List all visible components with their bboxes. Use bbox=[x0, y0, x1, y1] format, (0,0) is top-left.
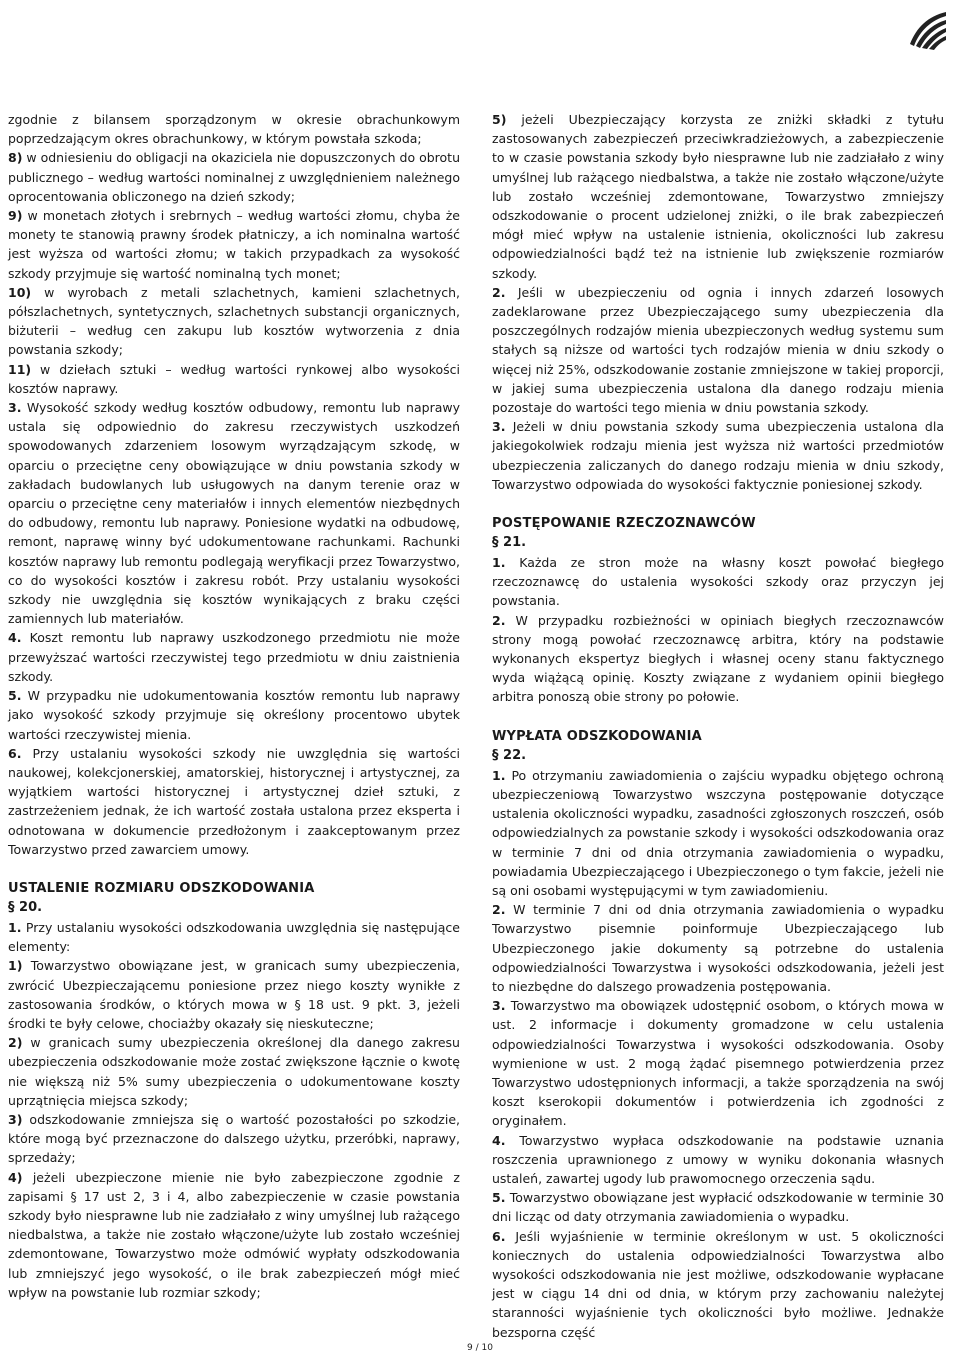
item-text: Towarzystwo wypłaca odszkodowanie na podstawie uznania roszczenia uprawnionego z umowy w wyniku dokonania własnych ustaleń, zawartej ugody lub prawomocnego orzeczenia sądu. bbox=[492, 1132, 944, 1186]
text-paragraph bbox=[492, 996, 944, 1130]
item-number: 3. bbox=[492, 419, 506, 435]
paragraph-number: § 20. bbox=[8, 899, 43, 915]
item-text: Towarzystwo obowiązane jest wypłacić odszkodowanie w terminie 30 dni licząc od daty otrzymania zawiadomienia o wypadku. bbox=[492, 1190, 944, 1225]
item-number: 5. bbox=[8, 688, 22, 704]
item-number: 4. bbox=[492, 1132, 506, 1148]
item-number: 11) bbox=[8, 361, 32, 377]
item-number: 4. bbox=[8, 630, 22, 646]
item-number: 3) bbox=[8, 1111, 23, 1127]
text-paragraph bbox=[492, 1227, 944, 1342]
right-column bbox=[492, 110, 944, 1342]
text-paragraph bbox=[492, 611, 944, 707]
item-number: 1. bbox=[492, 767, 506, 783]
item-number: 3. bbox=[492, 998, 506, 1014]
item-number: 3. bbox=[8, 400, 22, 416]
text-paragraph bbox=[8, 956, 460, 1033]
text-paragraph bbox=[8, 206, 460, 283]
item-text: Jeżeli w dniu powstania szkody suma ubezpieczenia ustalona dla jakiegokolwiek rodzaju mienia jest wyższa niż wartości przedmiotów ubezpieczenia zaliczanych do danego rodzaju mienia w dniu szkody, Towarzystwo odpowiada do wysokości faktycznie poniesionej szkody. bbox=[492, 419, 944, 492]
item-number: 1. bbox=[8, 919, 22, 935]
text-paragraph bbox=[8, 148, 460, 206]
item-text: jeżeli Ubezpieczający korzysta ze zniżki składki z tytułu zastosowanych zabezpieczeń przeciwkradzieżowych, a zabezpieczenie to w czasie powstania szkody było niesprawne lub nie zadziałało z winy umyślnej lub rażącego niedbalstwa, a także nie zostało włączone/użyte lub zostało wcześniej zdemontowane, Towarzystwo zmniejszy odszkodowanie o procent udzielonej zniżki, o ile brak zabezpieczeń mógł mieć wpływ na ustalenie istnienia, okoliczności lub zakresu odpowiedzialności bądź też na istnienie lub zwiększenie rozmiarów szkody. bbox=[492, 112, 944, 281]
text-paragraph bbox=[8, 628, 460, 686]
item-number: 2. bbox=[492, 284, 506, 300]
item-text: Po otrzymaniu zawiadomienia o zajściu wypadku objętego ochroną ubezpieczeniową Towarzystwo wszczyna postępowanie dotyczące ustalenia okoliczności wypadku, zasadności zgłoszonych roszczeń, osób odpowiedzialnych za powstanie szkody i wysokości odszkodowania oraz w terminie 7 dni od dnia otrzymania zawiadomienia o wypadku, powiadamia Ubezpieczającego i Ubezpieczonego o tym fakcie, jeżeli nie są oni osobami występującymi w tym zawiadomieniu. bbox=[492, 767, 944, 898]
item-number: 5. bbox=[492, 1190, 506, 1206]
item-text: Każda ze stron może na własny koszt powołać biegłego rzeczoznawcę do ustalenia wysokości szkody oraz przyczyn jej powstania. bbox=[492, 555, 944, 609]
item-number: 10) bbox=[8, 284, 32, 300]
item-number: 2) bbox=[8, 1035, 23, 1051]
text-paragraph bbox=[8, 1033, 460, 1110]
item-text: Wysokość szkody według kosztów odbudowy, remontu lub naprawy ustala się odpowiednio do zakresu rzeczywistych uszkodzeń spowodowanych zdarzeniem losowym wyrządzającym szkodę, w oparciu o przeciętne ceny obowiązujące w dniu powstania szkody w zakładach budowlanych lub usługowych na danym terenie oraz w oparciu o przeciętne ceny materiałów i innych elementów niezbędnych do odbudowy, remontu lub naprawy. Poniesione wydatki na odbudowę, remont, naprawę winny być udokumentowane rachunkami. Rachunki kosztów naprawy lub remontu podlegają weryfikacji przez Towarzystwo, co do wysokości kosztów i zakresu robót. Przy ustalaniu wysokości szkody nie uwzględnia się kosztów wynikających z braku części zamiennych lub materiałów. bbox=[8, 400, 460, 627]
item-text: W terminie 7 dni od dnia otrzymania zawiadomienia o wypadku Towarzystwo pisemnie poinformuje Ubezpieczającego lub Ubezpieczonego jakie dokumenty są potrzebne do ustalenia odpowiedzialności Towarzystwa i wysokości odszkodowania, jeżeli jest to niezbędne do dalszego prowadzenia postępowania. bbox=[492, 902, 944, 994]
text-paragraph bbox=[492, 110, 944, 283]
item-text: Koszt remontu lub naprawy uszkodzonego przedmiotu nie może przewyższać wartości rzeczywistej tego przedmiotu w dniu zaistnienia szkody. bbox=[8, 630, 460, 684]
text-paragraph bbox=[492, 283, 944, 417]
item-number: 6. bbox=[8, 745, 22, 761]
item-text: w dziełach sztuki – według wartości rynkowej albo wysokości kosztów naprawy. bbox=[8, 361, 460, 396]
item-text: zgodnie z bilansem sporządzonym w okresie obrachunkowym poprzedzającym okres obrachunkowy, w którym powstała szkoda; bbox=[8, 112, 460, 147]
paragraph-number: § 21. bbox=[492, 535, 527, 551]
text-paragraph bbox=[492, 1131, 944, 1189]
paragraph-number: § 22. bbox=[492, 747, 527, 763]
item-text: jeżeli ubezpieczone mienie nie było zabezpieczone zgodnie z zapisami § 17 ust 2, 3 i 4, albo zabezpieczenie w czasie powstania szkody było niesprawne lub nie zadziałało z winy umyślnej lub rażącego niedbalstwa, a także nie zostało włączone/użyte lub zostało wcześniej zdemontowane, Towarzystwo może odmówić wypłaty odszkodowania lub zmniejszyć jego wysokość, o ile brak zabezpieczeń mógł mieć wpływ na powstanie lub rozmiar szkody; bbox=[8, 1169, 460, 1300]
text-paragraph bbox=[8, 398, 460, 628]
item-text: odszkodowanie zmniejsza się o wartość pozostałości po szkodzie, które mogą być przeznaczone do dalszego użytku, przeróbki, naprawy, sprzedaży; bbox=[8, 1111, 460, 1166]
page-number: 9 / 10 bbox=[467, 1343, 493, 1353]
text-paragraph bbox=[8, 360, 460, 398]
item-number: 4) bbox=[8, 1169, 23, 1185]
section-heading: POSTĘPOWANIE RZECZOZNAWCÓW bbox=[492, 516, 756, 532]
text-paragraph bbox=[492, 900, 944, 996]
text-paragraph bbox=[492, 766, 944, 900]
text-paragraph bbox=[8, 744, 460, 859]
text-paragraph bbox=[8, 1110, 460, 1168]
company-logo-icon bbox=[906, 6, 950, 50]
text-paragraph bbox=[492, 417, 944, 494]
item-text: W przypadku nie udokumentowania kosztów remontu lub naprawy jako wysokość szkody przyjmuje się określony procentowo ubytek wartości rzeczywistej mienia. bbox=[8, 688, 460, 742]
text-paragraph bbox=[8, 918, 460, 956]
item-text: Jeśli w ubezpieczeniu od ognia i innych zdarzeń losowych zadeklarowane przez Ubezpieczającego sumy ubezpieczenia dla poszczególnych rodzajów mienia ubezpieczonych według systemu sum stałych są niższe od wartości tych rodzajów mienia w dniu szkody o więcej niż 25%, odszkodowanie zostanie zmniejszone w takiej proporcji, w jakiej suma ubezpieczenia ustalona dla danego rodzaju mienia pozostaje do wartości tego mienia w dniu powstania szkody. bbox=[492, 284, 944, 416]
text-paragraph bbox=[8, 110, 460, 148]
item-text: w granicach sumy ubezpieczenia określonej dla danego zakresu ubezpieczenia odszkodowanie może zostać zwiększone łącznie o kwotę nie większą niż 5% sumy ubezpieczenia o udokumentowane koszty uprzątnięcia miejsca szkody; bbox=[8, 1035, 460, 1108]
text-paragraph bbox=[8, 283, 460, 360]
item-text: Towarzystwo ma obowiązek udostępnić osobom, o których mowa w ust. 2 informacje i dokumenty gromadzone w celu ustalenia odpowiedzialności Towarzystwa i wysokości odszkodowania. Osoby wymienione w ust. 2 mogą żądać pisemnego potwierdzenia przez Towarzystwo udostępnionych informacji, a także sporządzenia na swój koszt kserokopii dokumentów i potwierdzenia ich zgodności z oryginałem. bbox=[492, 998, 944, 1129]
item-number: 8) bbox=[8, 150, 23, 166]
text-paragraph bbox=[8, 686, 460, 744]
item-number: 1. bbox=[492, 555, 506, 571]
left-column bbox=[8, 110, 460, 1302]
item-text: Przy ustalaniu wysokości szkody nie uwzględnia się wartości naukowej, kolekcjonerskiej, amatorskiej, historycznej i artystycznej, za wyjątkiem wartości historycznej i artystycznej dzieł sztuki, z zastrzeżeniem jednak, że ich wartość została ustalona przez eksperta i odnotowana w dokumencie przedłożonym i zaakceptowanym przez Towarzystwo przed zawarciem umowy. bbox=[8, 745, 460, 857]
item-text: Towarzystwo obowiązane jest, w granicach sumy ubezpieczenia, zwrócić Ubezpieczającemu poniesione przez niego koszty wynikłe z zastosowania środków, o których mowa w § 18 ust. 9 pkt. 3, jeżeli środki te były celowe, chociażby okazały się nieskuteczne; bbox=[8, 958, 460, 1031]
item-text: Jeśli wyjaśnienie w terminie określonym w ust. 5 okoliczności koniecznych do ustalenia odpowiedzialności Towarzystwa albo wysokości odszkodowania nie jest możliwe, odszkodowanie wypłacane jest w ciągu 14 dni od dnia, w którym przy zachowaniu należytej staranności wyjaśnienie tych okoliczności było możliwe. Jednakże bezsporna część bbox=[492, 1228, 944, 1340]
item-text: w wyrobach z metali szlachetnych, kamieni szlachetnych, półszlachetnych, syntetycznych, szlachetnych substancji organicznych, biżuterii – według cen zakupu lub kosztów wytworzenia z dnia powstania szkody; bbox=[8, 284, 460, 358]
item-text: Przy ustalaniu wysokości odszkodowania uwzględnia się następujące elementy: bbox=[8, 919, 460, 955]
item-number: 5) bbox=[492, 112, 507, 127]
item-number: 6. bbox=[492, 1228, 506, 1244]
section-heading: USTALENIE ROZMIARU ODSZKODOWANIA bbox=[8, 880, 315, 896]
text-paragraph bbox=[8, 1168, 460, 1302]
section-heading: WYPŁATA ODSZKODOWANIA bbox=[492, 728, 702, 744]
text-paragraph bbox=[492, 1188, 944, 1226]
item-text: w monetach złotych i srebrnych – według wartości złomu, chyba że monety te stanowią prawny środek płatniczy, a ich nominalna wartość jest wyższa od wartości złomu; w takich przypadkach za wysokość szkody przyjmuje się wartość nominalną tych monet; bbox=[8, 208, 460, 281]
item-number: 9) bbox=[8, 208, 23, 224]
item-text: W przypadku rozbieżności w opiniach biegłych rzeczoznawców strony mogą powołać rzeczoznawcę arbitra, który na podstawie wykonanych ekspertyz biegłych i własnej oceny stanu faktycznego wyda wiążącą opinię. Koszty związane z wydaniem opinii biegłego arbitra ponoszą obie strony po połowie. bbox=[492, 612, 944, 705]
item-number: 1) bbox=[8, 958, 23, 974]
item-number: 2. bbox=[492, 612, 506, 628]
item-text: w odniesieniu do obligacji na okaziciela nie dopuszczonych do obrotu publicznego – według wartości nominalnej z uwzględnieniem należnego oprocentowania obliczonego na dzień szkody; bbox=[8, 150, 460, 204]
item-number: 2. bbox=[492, 902, 506, 918]
text-paragraph bbox=[492, 553, 944, 611]
